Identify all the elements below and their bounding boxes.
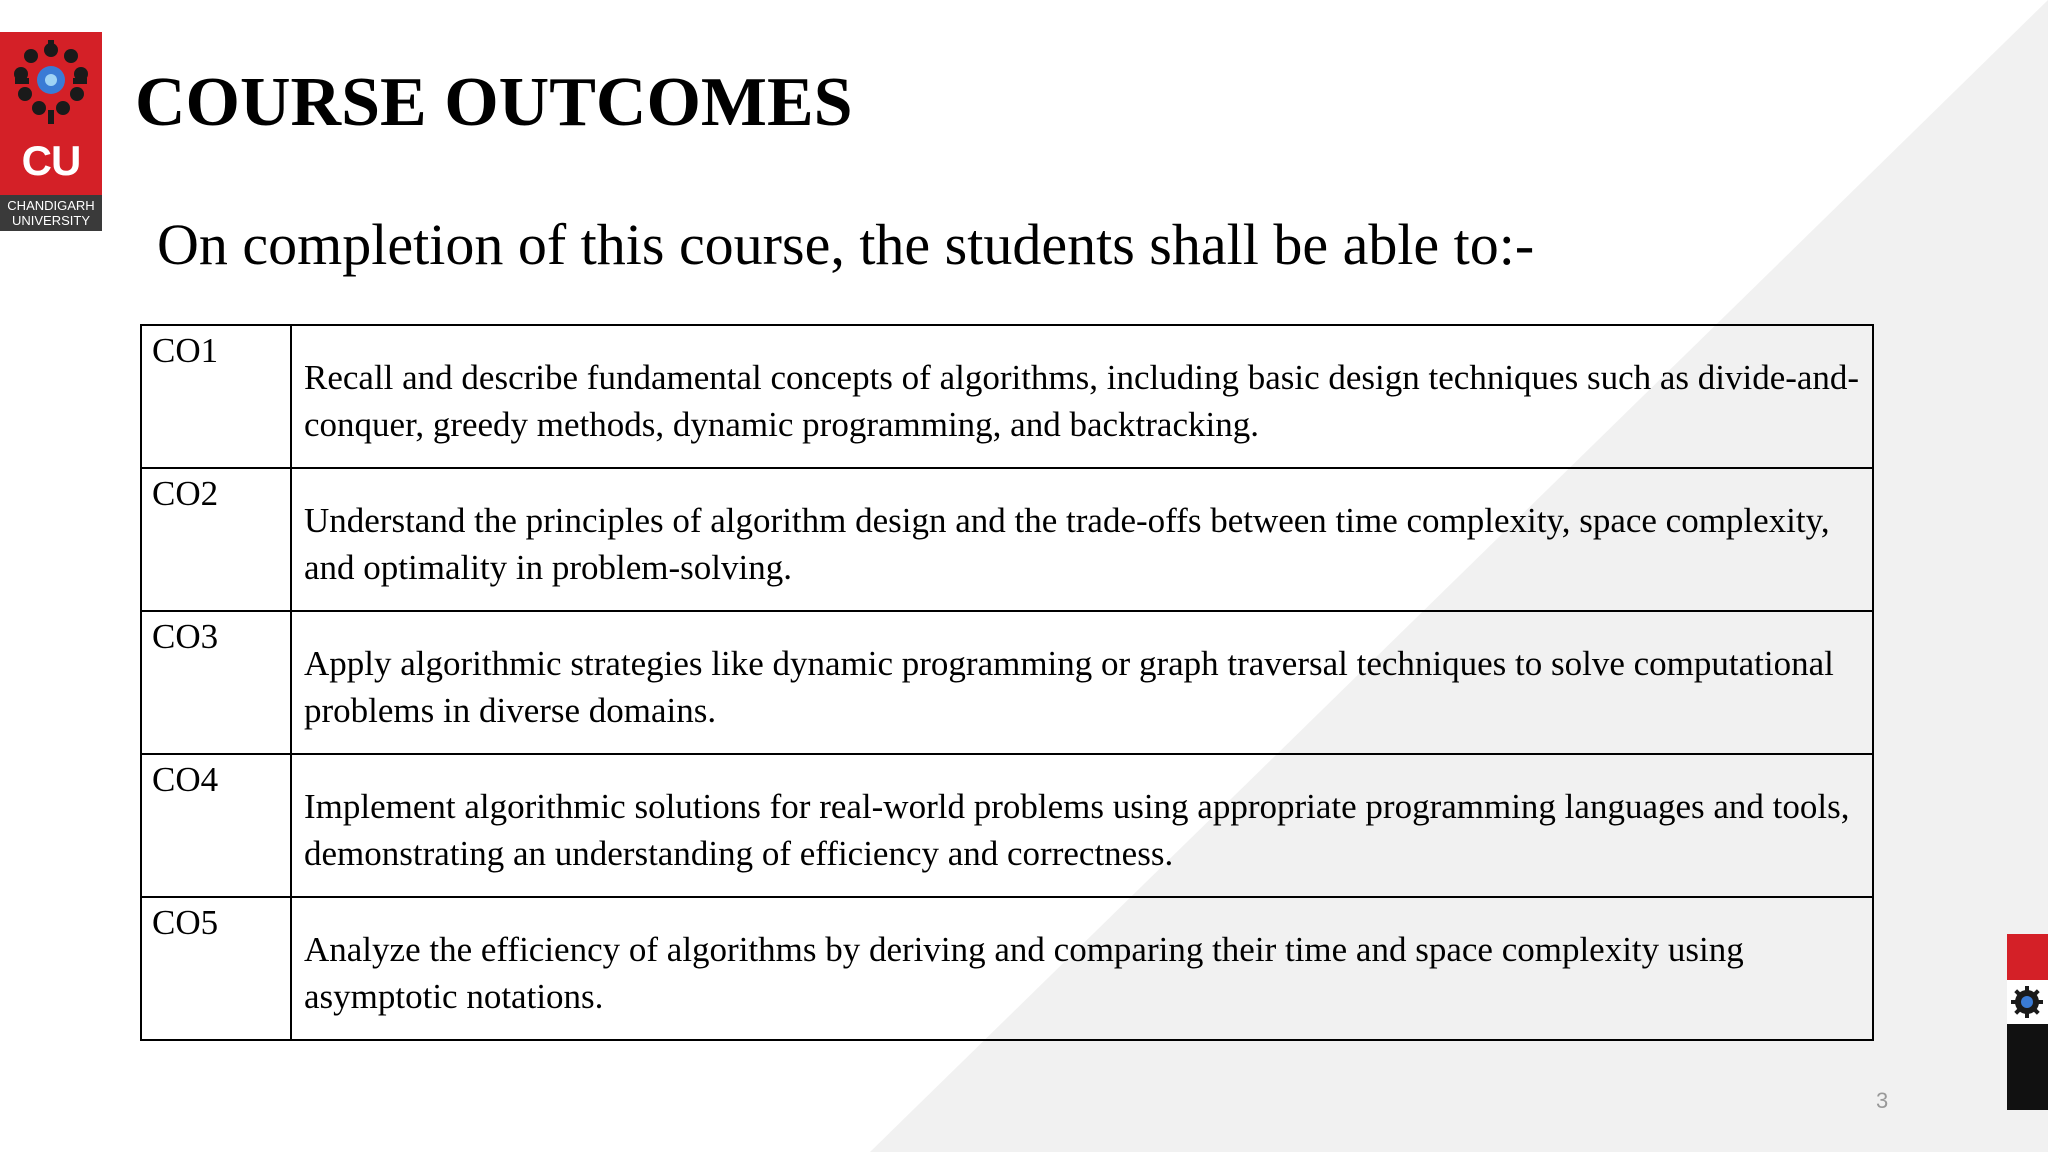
outcome-code: CO4: [141, 754, 291, 897]
outcome-description: Analyze the efficiency of algorithms by deriving and comparing their time and space complexity using asymptotic notations.: [291, 897, 1873, 1040]
outcome-description: Implement algorithmic solutions for real-world problems using appropriate programming languages and tools, demonstrating an understanding of efficiency and correctness.: [291, 754, 1873, 897]
university-emblem-icon: [9, 38, 93, 134]
table-row: [141, 754, 1873, 897]
course-outcomes-table: [140, 324, 1874, 1041]
outcome-code: CO1: [141, 325, 291, 468]
logo-short-name: CU: [21, 137, 81, 184]
table-row: [141, 897, 1873, 1040]
logo-university-name: [0, 195, 102, 231]
logo-name-line2: UNIVERSITY: [11, 213, 90, 228]
slide-subtitle: On completion of this course, the students shall be able to:-: [157, 212, 1535, 277]
outcome-description: Recall and describe fundamental concepts of algorithms, including basic design techniques such as divide-and-conquer, greedy methods, dynamic programming, and backtracking.: [291, 325, 1873, 468]
outcome-description: Understand the principles of algorithm design and the trade-offs between time complexity, space complexity, and optimality in problem-solving.: [291, 468, 1873, 611]
slide-title: COURSE OUTCOMES: [135, 64, 853, 141]
page-number: 3: [1876, 1088, 1889, 1113]
table-row: [141, 325, 1873, 468]
outcome-description: Apply algorithmic strategies like dynamic programming or graph traversal techniques to solve computational problems in diverse domains.: [291, 611, 1873, 754]
outcome-code: CO3: [141, 611, 291, 754]
side-red-tab: [2007, 934, 2048, 980]
side-dark-tab: [2007, 1024, 2048, 1110]
gear-icon: [2007, 980, 2048, 1024]
side-emblem-tab: [2007, 980, 2048, 1024]
table-row: [141, 611, 1873, 754]
outcome-code: CO2: [141, 468, 291, 611]
table-row: [141, 468, 1873, 611]
outcome-code: CO5: [141, 897, 291, 1040]
university-logo: [0, 32, 102, 228]
logo-name-line1: CHANDIGARH: [7, 198, 95, 213]
